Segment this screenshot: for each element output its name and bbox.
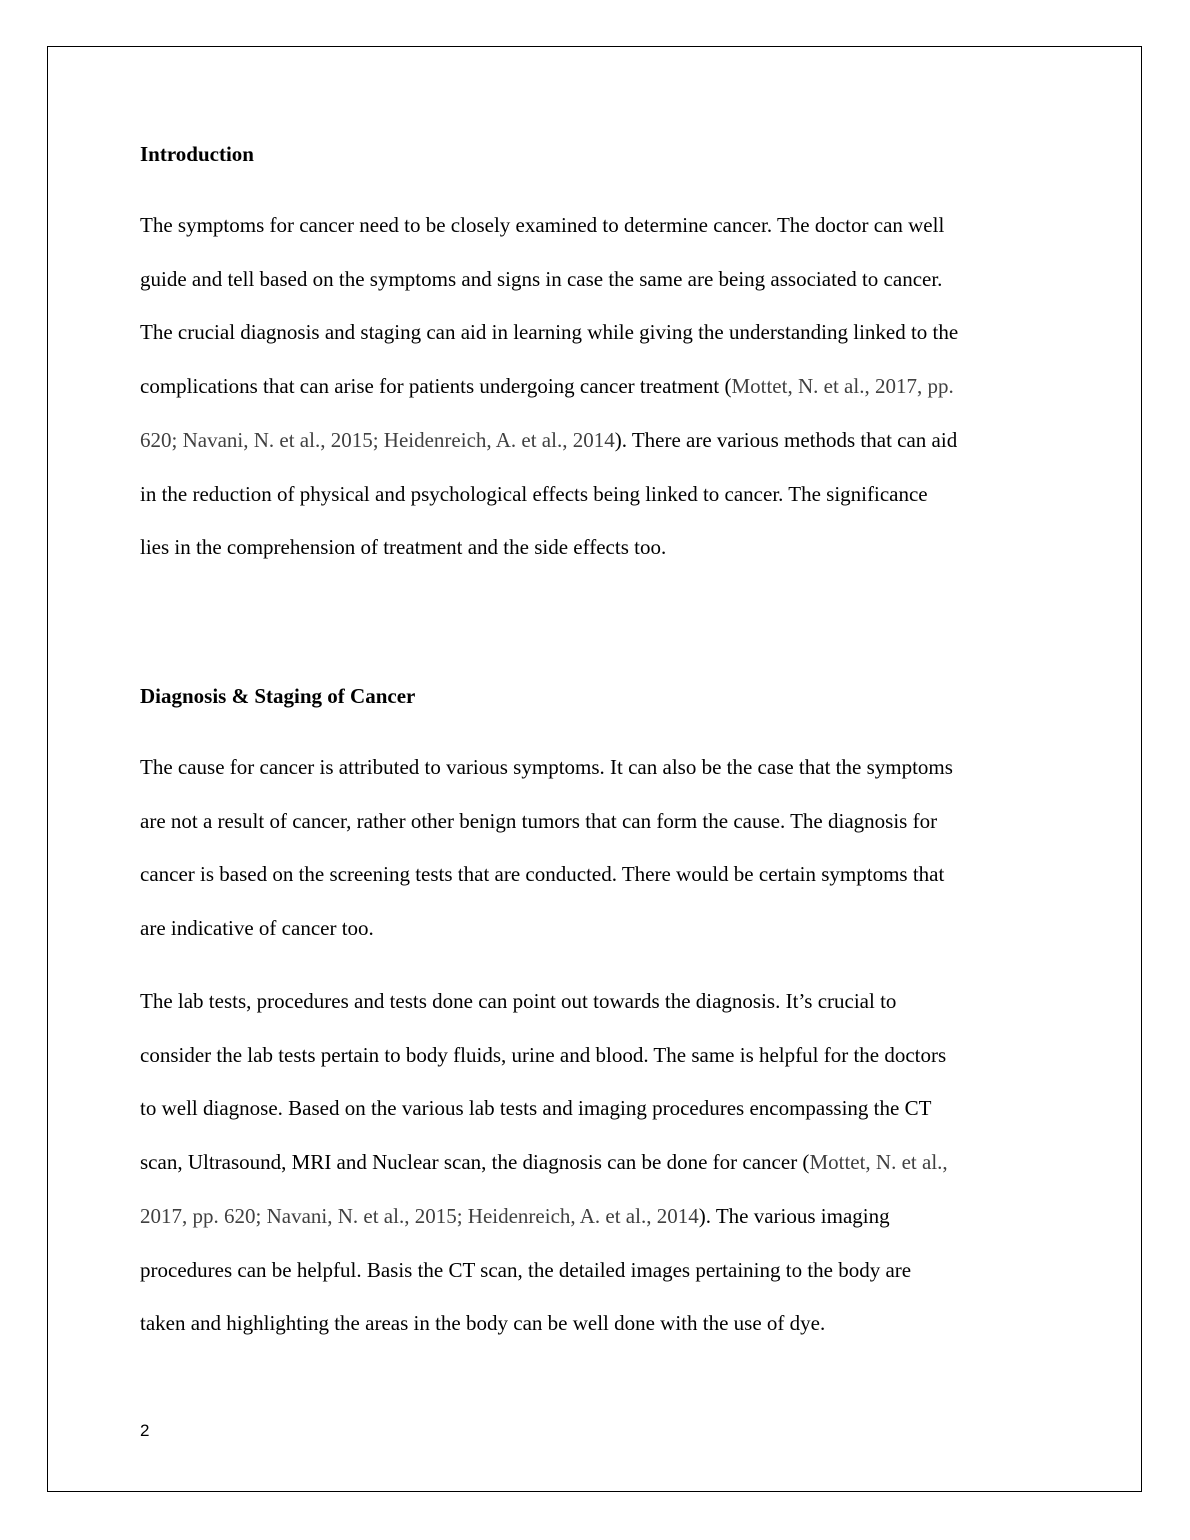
text-line <box>140 360 1060 414</box>
text-line <box>140 975 1060 1029</box>
text-line <box>140 795 1060 849</box>
text-line <box>140 468 1060 522</box>
text-run: cancer is based on the screening tests that are conducted. There would be certain symptoms that <box>140 862 945 887</box>
text-run: ). There are various methods that can aid <box>614 427 958 452</box>
citation: Mottet, N. et al., <box>809 1150 948 1175</box>
text-run: to well diagnose. Based on the various lab tests and imaging procedures encompassing the CT <box>140 1096 932 1121</box>
text-line <box>140 1029 1060 1083</box>
text-run: are indicative of cancer too. <box>140 916 374 941</box>
paragraph-introduction <box>140 199 1060 575</box>
text-run: guide and tell based on the symptoms and signs in case the same are being associated to cancer. <box>140 266 943 291</box>
text-line <box>140 414 1060 468</box>
text-run: consider the lab tests pertain to body fluids, urine and blood. The same is helpful for the doctors <box>140 1042 947 1067</box>
section-heading-diagnosis-staging: Diagnosis & Staging of Cancer <box>140 684 416 708</box>
citation: 620; Navani, N. et al., 2015; Heidenreich, A. et al., 2014 <box>140 427 615 452</box>
citation: 2017, pp. 620; Navani, N. et al., 2015; Heidenreich, A. et al., 2014 <box>140 1203 699 1228</box>
text-line <box>140 741 1060 795</box>
page-number: 2 <box>140 1421 150 1440</box>
text-run: The cause for cancer is attributed to various symptoms. It can also be the case that the symptoms <box>140 755 953 779</box>
text-line <box>140 253 1060 307</box>
text-run: scan, Ultrasound, MRI and Nuclear scan, the diagnosis can be done for cancer ( <box>140 1150 810 1175</box>
text-line <box>140 1297 1060 1351</box>
text-line <box>140 199 1060 253</box>
citation: Mottet, N. et al., 2017, pp. <box>731 374 954 399</box>
text-line <box>140 1082 1060 1136</box>
text-run: The symptoms for cancer need to be closely examined to determine cancer. The doctor can well <box>140 213 945 237</box>
section-heading-introduction: Introduction <box>140 142 254 166</box>
text-run: procedures can be helpful. Basis the CT scan, the detailed images pertaining to the body are <box>140 1257 912 1282</box>
text-run: ). The various imaging <box>698 1203 890 1228</box>
text-line <box>140 848 1060 902</box>
text-line <box>140 306 1060 360</box>
text-line <box>140 902 1060 956</box>
text-line <box>140 1136 1060 1190</box>
text-run: The lab tests, procedures and tests done can point out towards the diagnosis. It’s crucial to <box>140 989 897 1013</box>
text-run: in the reduction of physical and psychological effects being linked to cancer. The significance <box>140 481 928 506</box>
paragraph-diagnosis-1 <box>140 741 1060 956</box>
text-run: The crucial diagnosis and staging can aid in learning while giving the understanding linked to the <box>140 320 959 345</box>
text-run: are not a result of cancer, rather other benign tumors that can form the cause. The diagnosis for <box>140 808 938 833</box>
text-line <box>140 1190 1060 1244</box>
text-line <box>140 1244 1060 1298</box>
text-run: taken and highlighting the areas in the body can be well done with the use of dye. <box>140 1311 826 1336</box>
text-run: complications that can arise for patients undergoing cancer treatment ( <box>140 374 732 399</box>
text-line <box>140 521 1060 575</box>
text-run: lies in the comprehension of treatment and the side effects too. <box>140 535 667 560</box>
paragraph-diagnosis-2 <box>140 975 1060 1351</box>
